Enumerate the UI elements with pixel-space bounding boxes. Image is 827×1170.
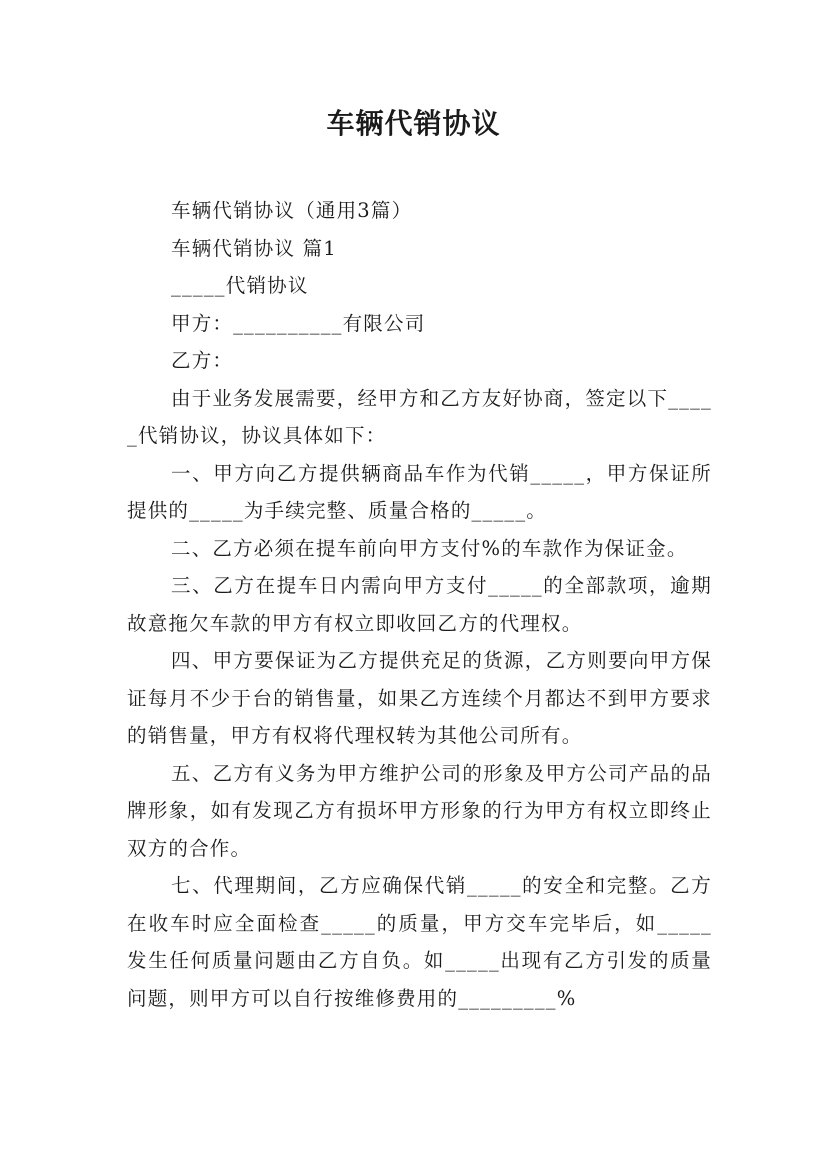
paragraph-preamble: 由于业务发展需要，经甲方和乙方友好协商，签定以下_____代销协议，协议具体如下： [127,386,712,447]
paragraph-subtitle: 车辆代销协议（通用3篇） [171,199,413,222]
paragraph-section-heading: 车辆代销协议 篇1 [171,236,337,260]
paragraph-clause-2: 二、乙方必须在提车前向甲方支付%的车款作为保证金。 [171,536,688,560]
paragraph-clause-7: 七、代理期间，乙方应确保代销_____的安全和完整。乙方在收车时应全面检查_____的质量，甲方交车完毕后，如_____发生任何质量问题由乙方自负。如_____出现有乙方引发的质量问题，则甲方可以自行按维修费用的_________% [127,874,712,1010]
paragraph-clause-3: 三、乙方在提车日内需向甲方支付_____的全部款项，逾期故意拖欠车款的甲方有权立即收回乙方的代理权。 [127,574,712,635]
paragraph-clause-4: 四、甲方要保证为乙方提供充足的货源，乙方则要向甲方保证每月不少于台的销售量，如果乙方连续个月都达不到甲方要求的销售量，甲方有权将代理权转为其他公司所有。 [127,649,712,747]
document-title: 车辆代销协议 [326,107,501,140]
paragraph-clause-5: 五、乙方有义务为甲方维护公司的形象及甲方公司产品的品牌形象，如有发现乙方有损坏甲方形象的行为甲方有权立即终止双方的合作。 [127,761,712,860]
document-body [127,192,712,1017]
paragraph-party-a: 甲方：__________有限公司 [171,311,426,335]
paragraph-party-b: 乙方： [171,349,234,372]
paragraph-clause-1: 一、甲方向乙方提供辆商品车作为代销_____，甲方保证所提供的_____为手续完整、质量合格的_____。 [127,461,712,522]
paragraph-agreement-name: _____代销协议 [171,274,309,297]
